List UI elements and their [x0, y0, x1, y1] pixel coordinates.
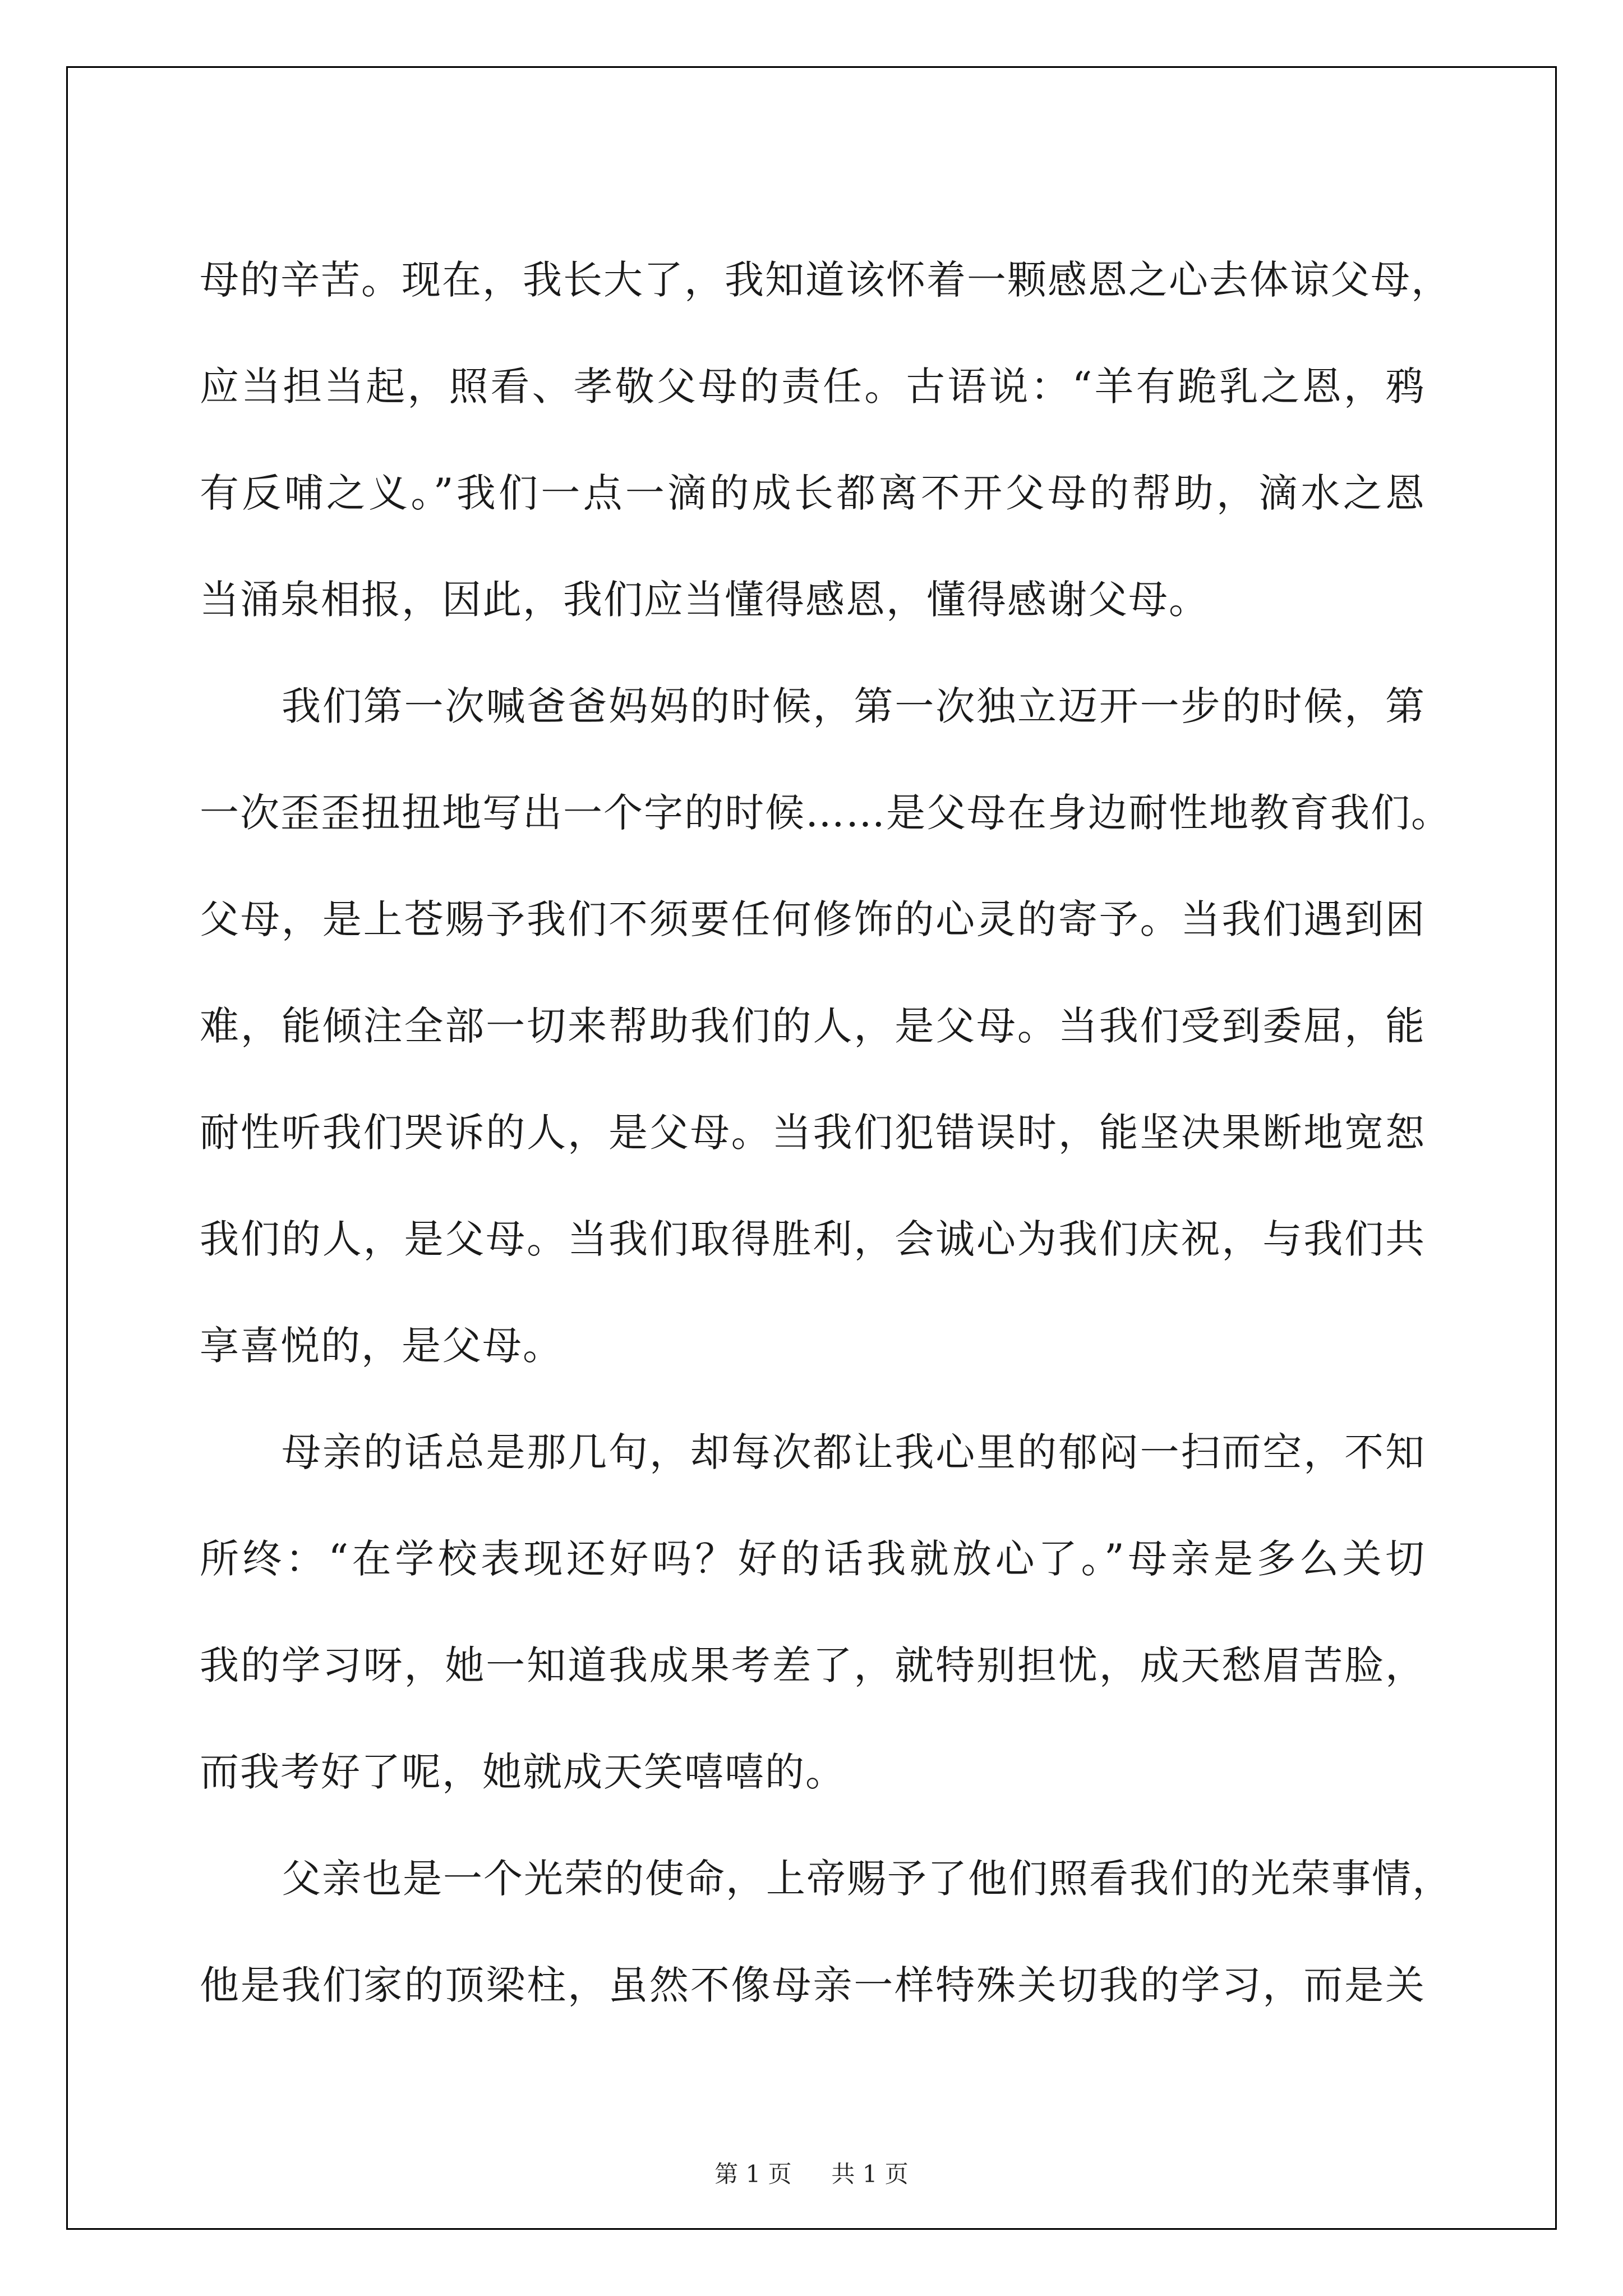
- text-line: 所终：“在学校表现还好吗？好的话我就放心了。”母亲是多么关切: [200, 1536, 1426, 1582]
- text-line: 享喜悦的，是父母。: [200, 1323, 563, 1369]
- text-line: 我们第一次喊爸爸妈妈的时候，第一次独立迈开一步的时候，第: [282, 683, 1426, 729]
- text-line: 他是我们家的顶梁柱，虽然不像母亲一样特殊关切我的学习，而是关: [200, 1962, 1426, 2008]
- page-total: 共 1 页: [831, 2160, 909, 2188]
- text-line: 父母，是上苍赐予我们不须要任何修饰的心灵的寄予。当我们遇到困: [200, 896, 1426, 942]
- text-line: 母亲的话总是那几句，却每次都让我心里的郁闷一扫而空，不知: [282, 1429, 1426, 1475]
- text-line: 而我考好了呢，她就成天笑嘻嘻的。: [200, 1749, 846, 1795]
- text-line: 难，能倾注全部一切来帮助我们的人，是父母。当我们受到委屈，能: [200, 1003, 1426, 1049]
- text-line: 有反哺之义。”我们一点一滴的成长都离不开父母的帮助，滴水之恩: [200, 470, 1426, 516]
- page-number: 第 1 页: [714, 2160, 792, 2188]
- text-line: 母的辛苦。现在，我长大了，我知道该怀着一颗感恩之心去体谅父母，: [200, 257, 1451, 303]
- text-line: 应当担当起，照看、孝敬父母的责任。古语说：“羊有跪乳之恩，鸦: [200, 364, 1426, 409]
- text-line: 我的学习呀，她一知道我成果考差了，就特别担忧，成天愁眉苦脸，: [200, 1642, 1426, 1688]
- text-line: 耐性听我们哭诉的人，是父母。当我们犯错误时，能坚决果断地宽恕: [200, 1110, 1426, 1156]
- text-line: 我们的人，是父母。当我们取得胜利，会诚心为我们庆祝，与我们共: [200, 1216, 1426, 1262]
- document-body: [200, 227, 1453, 2039]
- text-line: 父亲也是一个光荣的使命，上帝赐予了他们照看我们的光荣事情，: [282, 1856, 1453, 1902]
- text-line: 一次歪歪扭扭地写出一个字的时候……是父母在身边耐性地教育我们。: [200, 790, 1451, 836]
- page-footer: [0, 2157, 1623, 2191]
- text-line: 当涌泉相报，因此，我们应当懂得感恩，懂得感谢父母。: [200, 577, 1209, 623]
